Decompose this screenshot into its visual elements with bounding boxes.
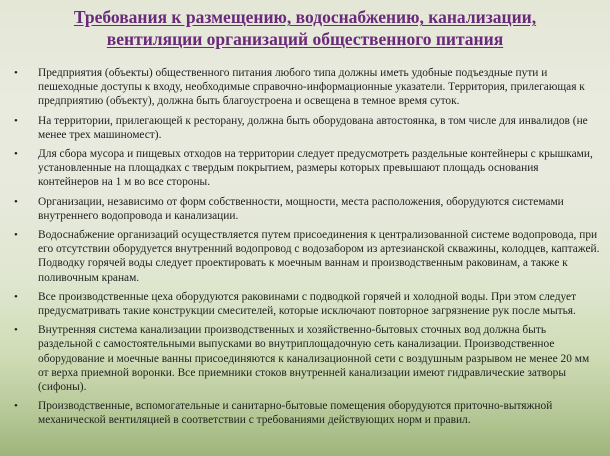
bullet-list [14,66,600,433]
bullet-text: Все производственные цеха оборудуются раковинами с подводкой горячей и холодной воды. При этом следует предусматривать такие конструкции смесителей, которые исключают повторное загрязнение рук после мытья. [38,290,577,318]
bullet-item [14,228,600,285]
bullet-icon: • [14,229,18,242]
bullet-icon: • [14,67,18,79]
slide-title-line-2: вентиляции организаций общественного питания [106,29,504,49]
bullet-item [14,147,600,190]
bullet-text: На территории, прилегающей к ресторану, должна быть оборудована автостоянка, в том числе для инвалидов (не менее трех машиномест). [38,114,588,141]
bullet-item [14,195,600,223]
bullet-item [14,399,600,427]
bullet-icon: • [14,195,18,208]
bullet-icon: • [14,324,18,337]
bullet-text: Внутренняя система канализации производственных и хозяйственно-бытовых сточных вод должна быть раздельной с самостоятельными выпусками во внутриплощадочную сеть канализации. Производственное оборудование и моечные ванны присоединяются к канализационной сети с воздушным разрывом не менее 20 мм от верха приемной воронки. Все приемники стоков внутренней канализации имеют гидравлические затворы (сифоны). [38,324,590,394]
slide-title [20,6,590,50]
bullet-icon: • [14,290,18,303]
bullet-icon: • [14,148,18,161]
bullet-icon: • [14,400,18,413]
bullet-item [14,323,600,394]
bullet-item [14,290,600,318]
bullet-item [14,66,600,109]
bullet-text: Производственные, вспомогательные и санитарно-бытовые помещения оборудуются приточно-вытяжной механической вентиляцией в соответствии с требованиями действующих норм и правил. [38,400,553,427]
bullet-text: Организации, независимо от форм собственности, мощности, места расположения, оборудуются системами внутреннего водопровода и канализации. [38,195,564,222]
bullet-text: Водоснабжение организаций осуществляется путем присоединения к централизованной системе водопровода, при его отсутствии оборудуется внутренний водопровод с водозабором из артезианской скважины, колодцев, каптажей. Подводку горячей воды следует проектировать к моечным ваннам и производственным раковинам, а также к поливочным кранам. [38,229,600,284]
bullet-text: Предприятия (объекты) общественного питания любого типа должны иметь удобные подъездные пути и пешеходные доступы к входу, необходимые справочно-информационные указатели. Территория, прилегающая к предприятию (объекту), должна быть благоустроена и освещена в темное время суток. [38,67,585,108]
bullet-item [14,114,600,142]
bullet-icon: • [14,114,18,127]
bullet-text: Для сбора мусора и пищевых отходов на территории следует предусмотреть раздельные контейнеры с крышками, установленные на площадках с твердым покрытием, размеры которых превышают площадь основания контейнеров на 1 м во все стороны. [38,148,593,189]
slide-title-line-1: Требования к размещению, водоснабжению, канализации, [73,7,537,27]
